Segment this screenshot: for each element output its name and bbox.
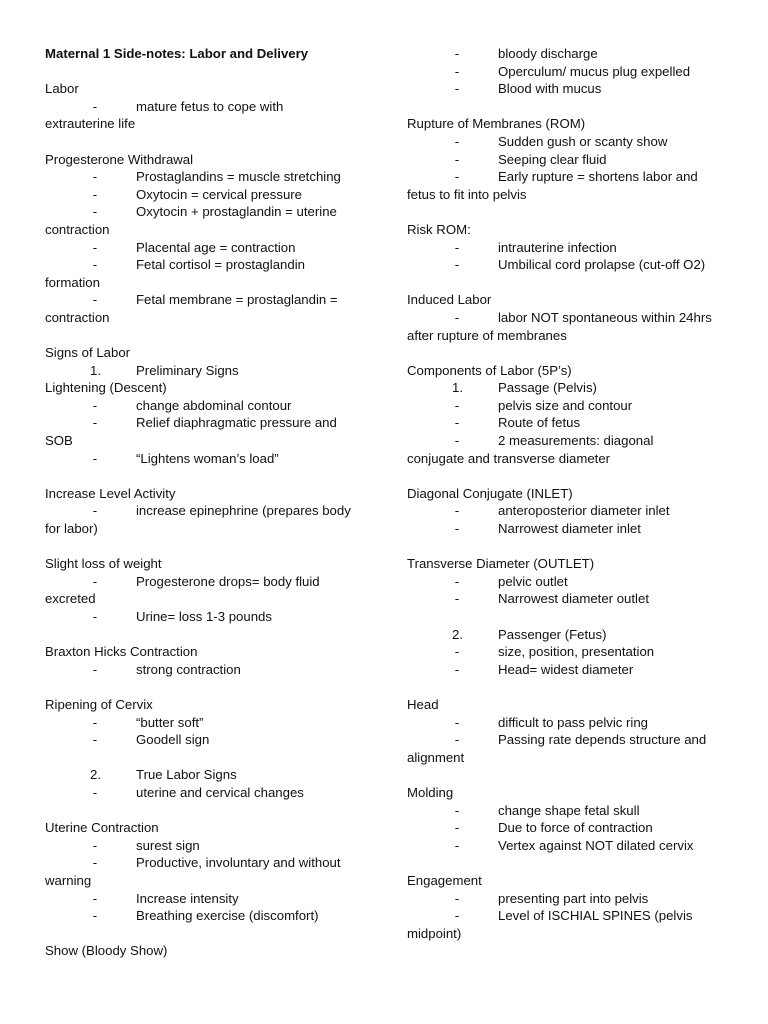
blank-line xyxy=(407,678,727,696)
bullet-text: labor NOT spontaneous within 24hrs xyxy=(498,309,712,325)
bullet-text: intrauterine infection xyxy=(498,239,617,255)
section-heading: Engagement xyxy=(407,872,482,888)
bullet-item xyxy=(45,854,365,872)
bullet-item xyxy=(407,151,727,169)
blank-line xyxy=(45,626,365,644)
blank-line xyxy=(407,274,727,292)
bullet-item xyxy=(407,590,727,608)
numbered-text: True Labor Signs xyxy=(136,767,237,783)
bullet-dash: - xyxy=(454,133,460,149)
numbered-text: Preliminary Signs xyxy=(136,362,239,378)
blank-line xyxy=(45,63,365,81)
bullet-dash: - xyxy=(454,908,460,924)
bullet-dash: - xyxy=(92,204,98,220)
bullet-dash: - xyxy=(454,415,460,431)
bullet-dash: - xyxy=(92,98,98,114)
bullet-item xyxy=(45,414,365,432)
bullet-item xyxy=(407,907,727,925)
bullet-item xyxy=(407,802,727,820)
bullet-dash: - xyxy=(454,151,460,167)
item-number: 2. xyxy=(90,767,101,783)
continuation-text: SOB xyxy=(45,433,73,449)
bullet-text: Head= widest diameter xyxy=(498,661,634,677)
bullet-text: “Lightens woman’s load” xyxy=(136,450,279,466)
bullet-text: Fetal cortisol = prostaglandin xyxy=(136,257,305,273)
bullet-item xyxy=(45,731,365,749)
bullet-item xyxy=(45,397,365,415)
section-heading: Rupture of Membranes (ROM) xyxy=(407,116,586,132)
bullet-text: Umbilical cord prolapse (cut-off O2) xyxy=(498,257,706,273)
bullet-item xyxy=(407,133,727,151)
continuation-text: alignment xyxy=(407,749,465,765)
bullet-dash: - xyxy=(454,837,460,853)
bullet-dash: - xyxy=(92,890,98,906)
bullet-dash: - xyxy=(454,644,460,660)
bullet-dash: - xyxy=(454,257,460,273)
bullet-text: “butter soft” xyxy=(136,714,204,730)
bullet-item xyxy=(407,890,727,908)
bullet-item xyxy=(45,450,365,468)
bullet-item xyxy=(407,256,727,274)
bullet-text: Narrowest diameter inlet xyxy=(498,521,641,537)
section-heading: Uterine Contraction xyxy=(45,820,159,836)
bullet-dash: - xyxy=(454,433,460,449)
bullet-text: Prostaglandins = muscle stretching xyxy=(136,169,341,185)
numbered-text: Passenger (Fetus) xyxy=(498,626,607,642)
continuation-text: conjugate and transverse diameter xyxy=(407,450,611,466)
bullet-dash: - xyxy=(92,784,98,800)
numbered-text: Passage (Pelvis) xyxy=(498,380,597,396)
bullet-dash: - xyxy=(454,521,460,537)
bullet-item xyxy=(407,168,727,186)
blank-line xyxy=(45,327,365,345)
bullet-item xyxy=(407,520,727,538)
section-heading: Induced Labor xyxy=(407,292,492,308)
continuation-text: formation xyxy=(45,274,100,290)
bullet-dash: - xyxy=(454,503,460,519)
bullet-item xyxy=(45,98,365,116)
bullet-item xyxy=(45,256,365,274)
bullet-dash: - xyxy=(92,257,98,273)
section-heading: Slight loss of weight xyxy=(45,556,162,572)
blank-line xyxy=(45,467,365,485)
bullet-item xyxy=(407,45,727,63)
bullet-item xyxy=(45,608,365,626)
section-heading: Transverse Diameter (OUTLET) xyxy=(407,556,595,572)
bullet-item xyxy=(407,837,727,855)
numbered-item xyxy=(407,626,727,644)
bullet-dash: - xyxy=(454,46,460,61)
bullet-item xyxy=(407,731,727,749)
blank-line xyxy=(45,133,365,151)
blank-line xyxy=(407,766,727,784)
section-heading: Lightening (Descent) xyxy=(45,380,167,396)
continuation-text: warning xyxy=(45,872,92,888)
section-heading: Labor xyxy=(45,81,79,97)
bullet-dash: - xyxy=(92,186,98,202)
bullet-dash: - xyxy=(92,908,98,924)
continuation-text: fetus to fit into pelvis xyxy=(407,186,527,202)
continuation-text: contraction xyxy=(45,221,110,237)
blank-line xyxy=(407,203,727,221)
bullet-dash: - xyxy=(92,732,98,748)
bullet-dash: - xyxy=(454,239,460,255)
bullet-text: increase epinephrine (prepares body xyxy=(136,503,351,519)
section-heading: Show (Bloody Show) xyxy=(45,943,168,959)
bullet-item xyxy=(407,63,727,81)
bullet-item xyxy=(45,168,365,186)
section-heading: Molding xyxy=(407,784,454,800)
section-heading: Risk ROM: xyxy=(407,221,471,237)
bullet-text: 2 measurements: diagonal xyxy=(498,433,654,449)
bullet-dash: - xyxy=(454,820,460,836)
bullet-dash: - xyxy=(92,169,98,185)
bullet-text: presenting part into pelvis xyxy=(498,890,649,906)
blank-line xyxy=(407,344,727,362)
bullet-item xyxy=(45,661,365,679)
bullet-text: Breathing exercise (discomfort) xyxy=(136,908,319,924)
section-heading: Braxton Hicks Contraction xyxy=(45,644,198,660)
left-column xyxy=(45,45,365,960)
blank-line xyxy=(407,467,727,485)
bullet-item xyxy=(45,203,365,221)
bullet-text: Narrowest diameter outlet xyxy=(498,591,649,607)
bullet-dash: - xyxy=(92,239,98,255)
bullet-text: bloody discharge xyxy=(498,46,598,61)
bullet-text: change abdominal contour xyxy=(136,397,292,413)
bullet-dash: - xyxy=(92,609,98,624)
section-heading: Components of Labor (5P’s) xyxy=(407,362,572,378)
bullet-dash: - xyxy=(92,397,98,413)
bullet-item xyxy=(407,643,727,661)
bullet-text: Operculum/ mucus plug expelled xyxy=(498,63,691,79)
continuation-text: after rupture of membranes xyxy=(407,327,567,343)
blank-line xyxy=(45,749,365,767)
continuation-text: midpoint) xyxy=(407,925,462,941)
bullet-text: Early rupture = shortens labor and xyxy=(498,169,698,185)
blank-line xyxy=(407,538,727,556)
bullet-text: size, position, presentation xyxy=(498,644,655,660)
bullet-text: pelvis size and contour xyxy=(498,397,633,413)
bullet-item xyxy=(45,890,365,908)
bullet-item xyxy=(407,819,727,837)
bullet-text: Relief diaphragmatic pressure and xyxy=(136,415,337,431)
continuation-text: excreted xyxy=(45,591,96,607)
numbered-item xyxy=(407,379,727,397)
bullet-item xyxy=(407,714,727,732)
item-number: 2. xyxy=(452,626,463,642)
blank-line xyxy=(45,538,365,556)
bullet-item xyxy=(407,309,727,327)
bullet-text: surest sign xyxy=(136,837,200,853)
numbered-item xyxy=(45,766,365,784)
bullet-dash: - xyxy=(92,292,98,308)
bullet-text: Productive, involuntary and without xyxy=(136,855,341,871)
bullet-dash: - xyxy=(454,63,460,79)
bullet-item xyxy=(45,573,365,591)
bullet-text: Urine= loss 1-3 pounds xyxy=(136,609,272,624)
bullet-dash: - xyxy=(454,714,460,730)
bullet-item xyxy=(407,661,727,679)
bullet-text: Seeping clear fluid xyxy=(498,151,607,167)
page-title: Maternal 1 Side-notes: Labor and Delivery xyxy=(45,46,309,61)
bullet-text: pelvic outlet xyxy=(498,573,568,589)
continuation-text: for labor) xyxy=(45,521,98,537)
numbered-item xyxy=(45,362,365,380)
bullet-dash: - xyxy=(454,732,460,748)
bullet-text: Due to force of contraction xyxy=(498,820,653,836)
continuation-text: contraction xyxy=(45,309,110,325)
bullet-item xyxy=(407,502,727,520)
bullet-text: Oxytocin = cervical pressure xyxy=(136,186,303,202)
blank-line xyxy=(407,854,727,872)
bullet-dash: - xyxy=(92,415,98,431)
bullet-text: Fetal membrane = prostaglandin = xyxy=(136,292,338,308)
continuation-text: extrauterine life xyxy=(45,116,136,132)
blank-line xyxy=(407,98,727,116)
bullet-item xyxy=(45,291,365,309)
right-column xyxy=(407,45,727,942)
blank-line xyxy=(45,802,365,820)
bullet-text: anteroposterior diameter inlet xyxy=(498,503,670,519)
bullet-dash: - xyxy=(92,837,98,853)
bullet-text: Vertex against NOT dilated cervix xyxy=(498,837,694,853)
bullet-text: Placental age = contraction xyxy=(136,239,296,255)
bullet-text: Passing rate depends structure and xyxy=(498,732,707,748)
bullet-dash: - xyxy=(92,855,98,871)
bullet-text: difficult to pass pelvic ring xyxy=(498,714,649,730)
bullet-item xyxy=(407,414,727,432)
blank-line xyxy=(407,608,727,626)
bullet-item xyxy=(407,432,727,450)
bullet-text: mature fetus to cope with xyxy=(136,98,284,114)
bullet-item xyxy=(407,80,727,98)
bullet-item xyxy=(45,784,365,802)
bullet-text: Blood with mucus xyxy=(498,81,602,97)
section-heading: Increase Level Activity xyxy=(45,485,176,501)
section-heading: Head xyxy=(407,696,439,712)
bullet-text: change shape fetal skull xyxy=(498,802,640,818)
bullet-text: Route of fetus xyxy=(498,415,581,431)
bullet-item xyxy=(45,907,365,925)
item-number: 1. xyxy=(452,380,463,396)
blank-line xyxy=(45,678,365,696)
bullet-text: Progesterone drops= body fluid xyxy=(136,573,320,589)
bullet-dash: - xyxy=(92,503,98,519)
bullet-text: strong contraction xyxy=(136,661,241,677)
bullet-dash: - xyxy=(454,81,460,97)
bullet-item xyxy=(45,714,365,732)
bullet-item xyxy=(407,239,727,257)
bullet-text: uterine and cervical changes xyxy=(136,784,304,800)
bullet-dash: - xyxy=(454,661,460,677)
bullet-dash: - xyxy=(454,591,460,607)
bullet-dash: - xyxy=(454,397,460,413)
bullet-dash: - xyxy=(92,573,98,589)
bullet-item xyxy=(45,186,365,204)
bullet-item xyxy=(45,239,365,257)
bullet-item xyxy=(407,397,727,415)
bullet-dash: - xyxy=(92,450,98,466)
bullet-dash: - xyxy=(92,661,98,677)
bullet-text: Sudden gush or scanty show xyxy=(498,133,668,149)
blank-line xyxy=(45,925,365,943)
bullet-item xyxy=(45,502,365,520)
section-heading: Diagonal Conjugate (INLET) xyxy=(407,485,573,501)
bullet-text: Oxytocin + prostaglandin = uterine xyxy=(136,204,337,220)
bullet-dash: - xyxy=(454,573,460,589)
bullet-item xyxy=(45,837,365,855)
bullet-text: Increase intensity xyxy=(136,890,239,906)
bullet-dash: - xyxy=(454,890,460,906)
section-heading: Ripening of Cervix xyxy=(45,696,153,712)
bullet-text: Goodell sign xyxy=(136,732,210,748)
section-heading: Signs of Labor xyxy=(45,345,131,361)
bullet-item xyxy=(407,573,727,591)
bullet-dash: - xyxy=(454,309,460,325)
bullet-dash: - xyxy=(92,714,98,730)
item-number: 1. xyxy=(90,362,101,378)
bullet-text: Level of ISCHIAL SPINES (pelvis xyxy=(498,908,693,924)
bullet-dash: - xyxy=(454,802,460,818)
bullet-dash: - xyxy=(454,169,460,185)
section-heading: Progesterone Withdrawal xyxy=(45,151,194,167)
